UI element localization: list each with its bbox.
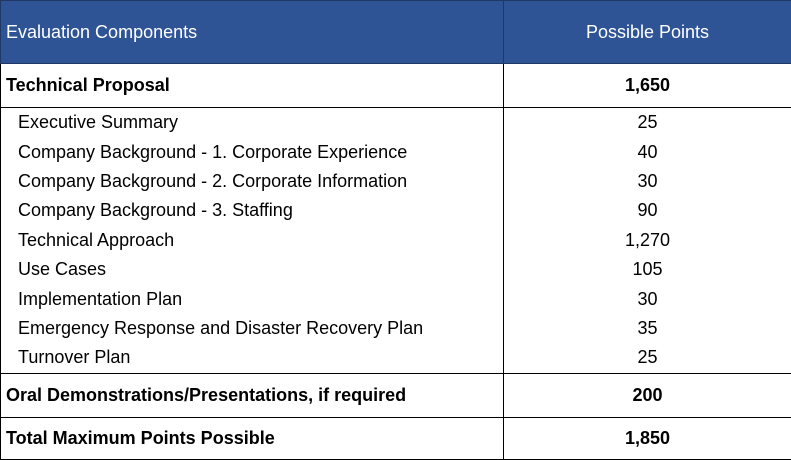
table-row [1,255,791,284]
table-row [1,226,791,255]
total-label: Total Maximum Points Possible [1,417,504,459]
item-label: Executive Summary [1,108,504,138]
item-points: 40 [504,137,791,166]
table-row [1,343,791,373]
table-row [1,314,791,343]
item-points: 25 [504,343,791,373]
total-row [1,417,791,459]
item-label: Company Background - 2. Corporate Information [1,167,504,196]
item-label: Implementation Plan [1,284,504,313]
item-label: Use Cases [1,255,504,284]
header-evaluation-components: Evaluation Components [1,1,504,64]
header-row [1,1,791,64]
item-label: Technical Approach [1,226,504,255]
item-label: Turnover Plan [1,343,504,373]
total-points: 1,850 [504,417,791,459]
oral-demonstrations-points: 200 [504,373,791,417]
header-possible-points: Possible Points [504,1,791,64]
technical-proposal-points: 1,650 [504,64,791,108]
item-label: Company Background - 1. Corporate Experience [1,137,504,166]
item-points: 90 [504,196,791,225]
technical-proposal-row [1,64,791,108]
table-row [1,284,791,313]
table-row [1,167,791,196]
table-row [1,196,791,225]
item-points: 30 [504,284,791,313]
item-points: 25 [504,108,791,138]
item-points: 1,270 [504,226,791,255]
table-row [1,108,791,138]
technical-proposal-label: Technical Proposal [1,64,504,108]
item-label: Company Background - 3. Staffing [1,196,504,225]
oral-demonstrations-label: Oral Demonstrations/Presentations, if required [1,373,504,417]
item-points: 105 [504,255,791,284]
oral-demonstrations-row [1,373,791,417]
item-label: Emergency Response and Disaster Recovery Plan [1,314,504,343]
table-row [1,137,791,166]
item-points: 35 [504,314,791,343]
item-points: 30 [504,167,791,196]
